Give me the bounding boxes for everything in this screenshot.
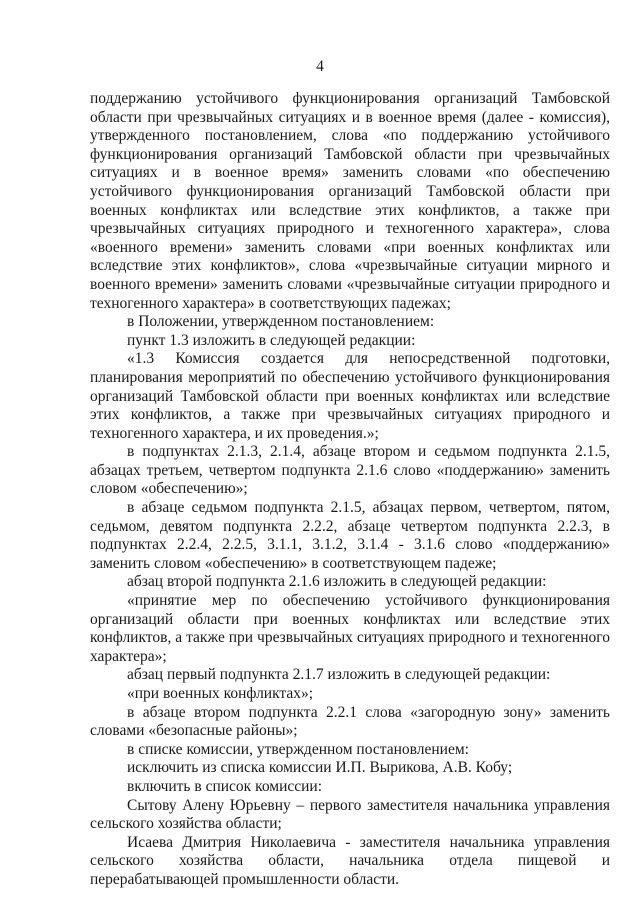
paragraph: в абзаце седьмом подпункта 2.1.5, абзацах первом, четвертом, пятом, седьмом, девятом подпункта 2.2.2, абзаце четвертом подпункта 2.2.3, в подпунктах 2.2.4, 2.2.5, 3.1.1, 3.1.2, 3.1.4 - 3.1.6 слово «поддержанию» заменить словом «обеспечению» в соответствующем падеже; xyxy=(90,499,610,572)
paragraph: абзац первый подпункта 2.1.7 изложить в следующей редакции: xyxy=(127,666,551,684)
paragraph: в списке комиссии, утвержденном постановлением: xyxy=(127,740,469,758)
paragraph: включить в список комиссии: xyxy=(127,777,323,795)
paragraph: «при военных конфликтах»; xyxy=(127,685,314,702)
paragraph: Сытову Алену Юрьевну – первого заместителя начальника управления сельского хозяйства области; xyxy=(90,796,610,833)
paragraph: «1.3 Комиссия создается для непосредственной подготовки, планирования мероприятий по обеспечению устойчивого функционирования организаций Тамбовской области при военных конфликтах или вследствие этих конфликтов, а также при чрезвычайных ситуациях природного и техногенного характера, и их проведения.»; xyxy=(90,350,610,442)
paragraph: в абзаце втором подпункта 2.2.1 слова «загородную зону» заменить словами «безопасные районы»; xyxy=(90,703,610,740)
paragraph: исключить из списка комиссии И.П. Вырикова, А.В. Кобу; xyxy=(127,759,513,777)
page-number: 4 xyxy=(316,58,324,75)
paragraph: Исаева Дмитрия Николаевича - заместителя начальника управления сельского хозяйства области, начальника отдела пищевой и перерабатывающей промышленности области. xyxy=(90,833,610,888)
document-body xyxy=(90,90,610,890)
paragraph: в подпунктах 2.1.3, 2.1.4, абзаце втором и седьмом подпункта 2.1.5, абзацах третьем, четвертом подпункта 2.1.6 слово «поддержанию» заменить словом «обеспечению»; xyxy=(90,443,610,498)
paragraph: «принятие мер по обеспечению устойчивого функционирования организаций области при военных конфликтах или вследствие этих конфликтов, а также при чрезвычайных ситуациях природного и техногенного характера»; xyxy=(90,592,610,665)
paragraph: абзац второй подпункта 2.1.6 изложить в следующей редакции: xyxy=(127,573,547,591)
paragraph: поддержанию устойчивого функционирования организаций Тамбовской области при чрезвычайных ситуациях и в военное время (далее - комиссия), утвержденного постановлением, слова «по поддержанию устойчивого функционирования организаций Тамбовской области при чрезвычайных ситуациях и в военное время» заменить словами «по обеспечению устойчивого функционирования организаций Тамбовской области при военных конфликтах или вследствие этих конфликтов, а также при чрезвычайных ситуациях природного и техногенного характера», слова «военного времени» заменить словами «при военных конфликтах или вследствие этих конфликтов», слова «чрезвычайные ситуации мирного и военного времени» заменить словами «чрезвычайные ситуации природного и техногенного характера» в соответствующих падежах; xyxy=(90,90,610,312)
paragraph: в Положении, утвержденном постановлением: xyxy=(127,313,435,331)
paragraph: пункт 1.3 изложить в следующей редакции: xyxy=(127,331,416,349)
